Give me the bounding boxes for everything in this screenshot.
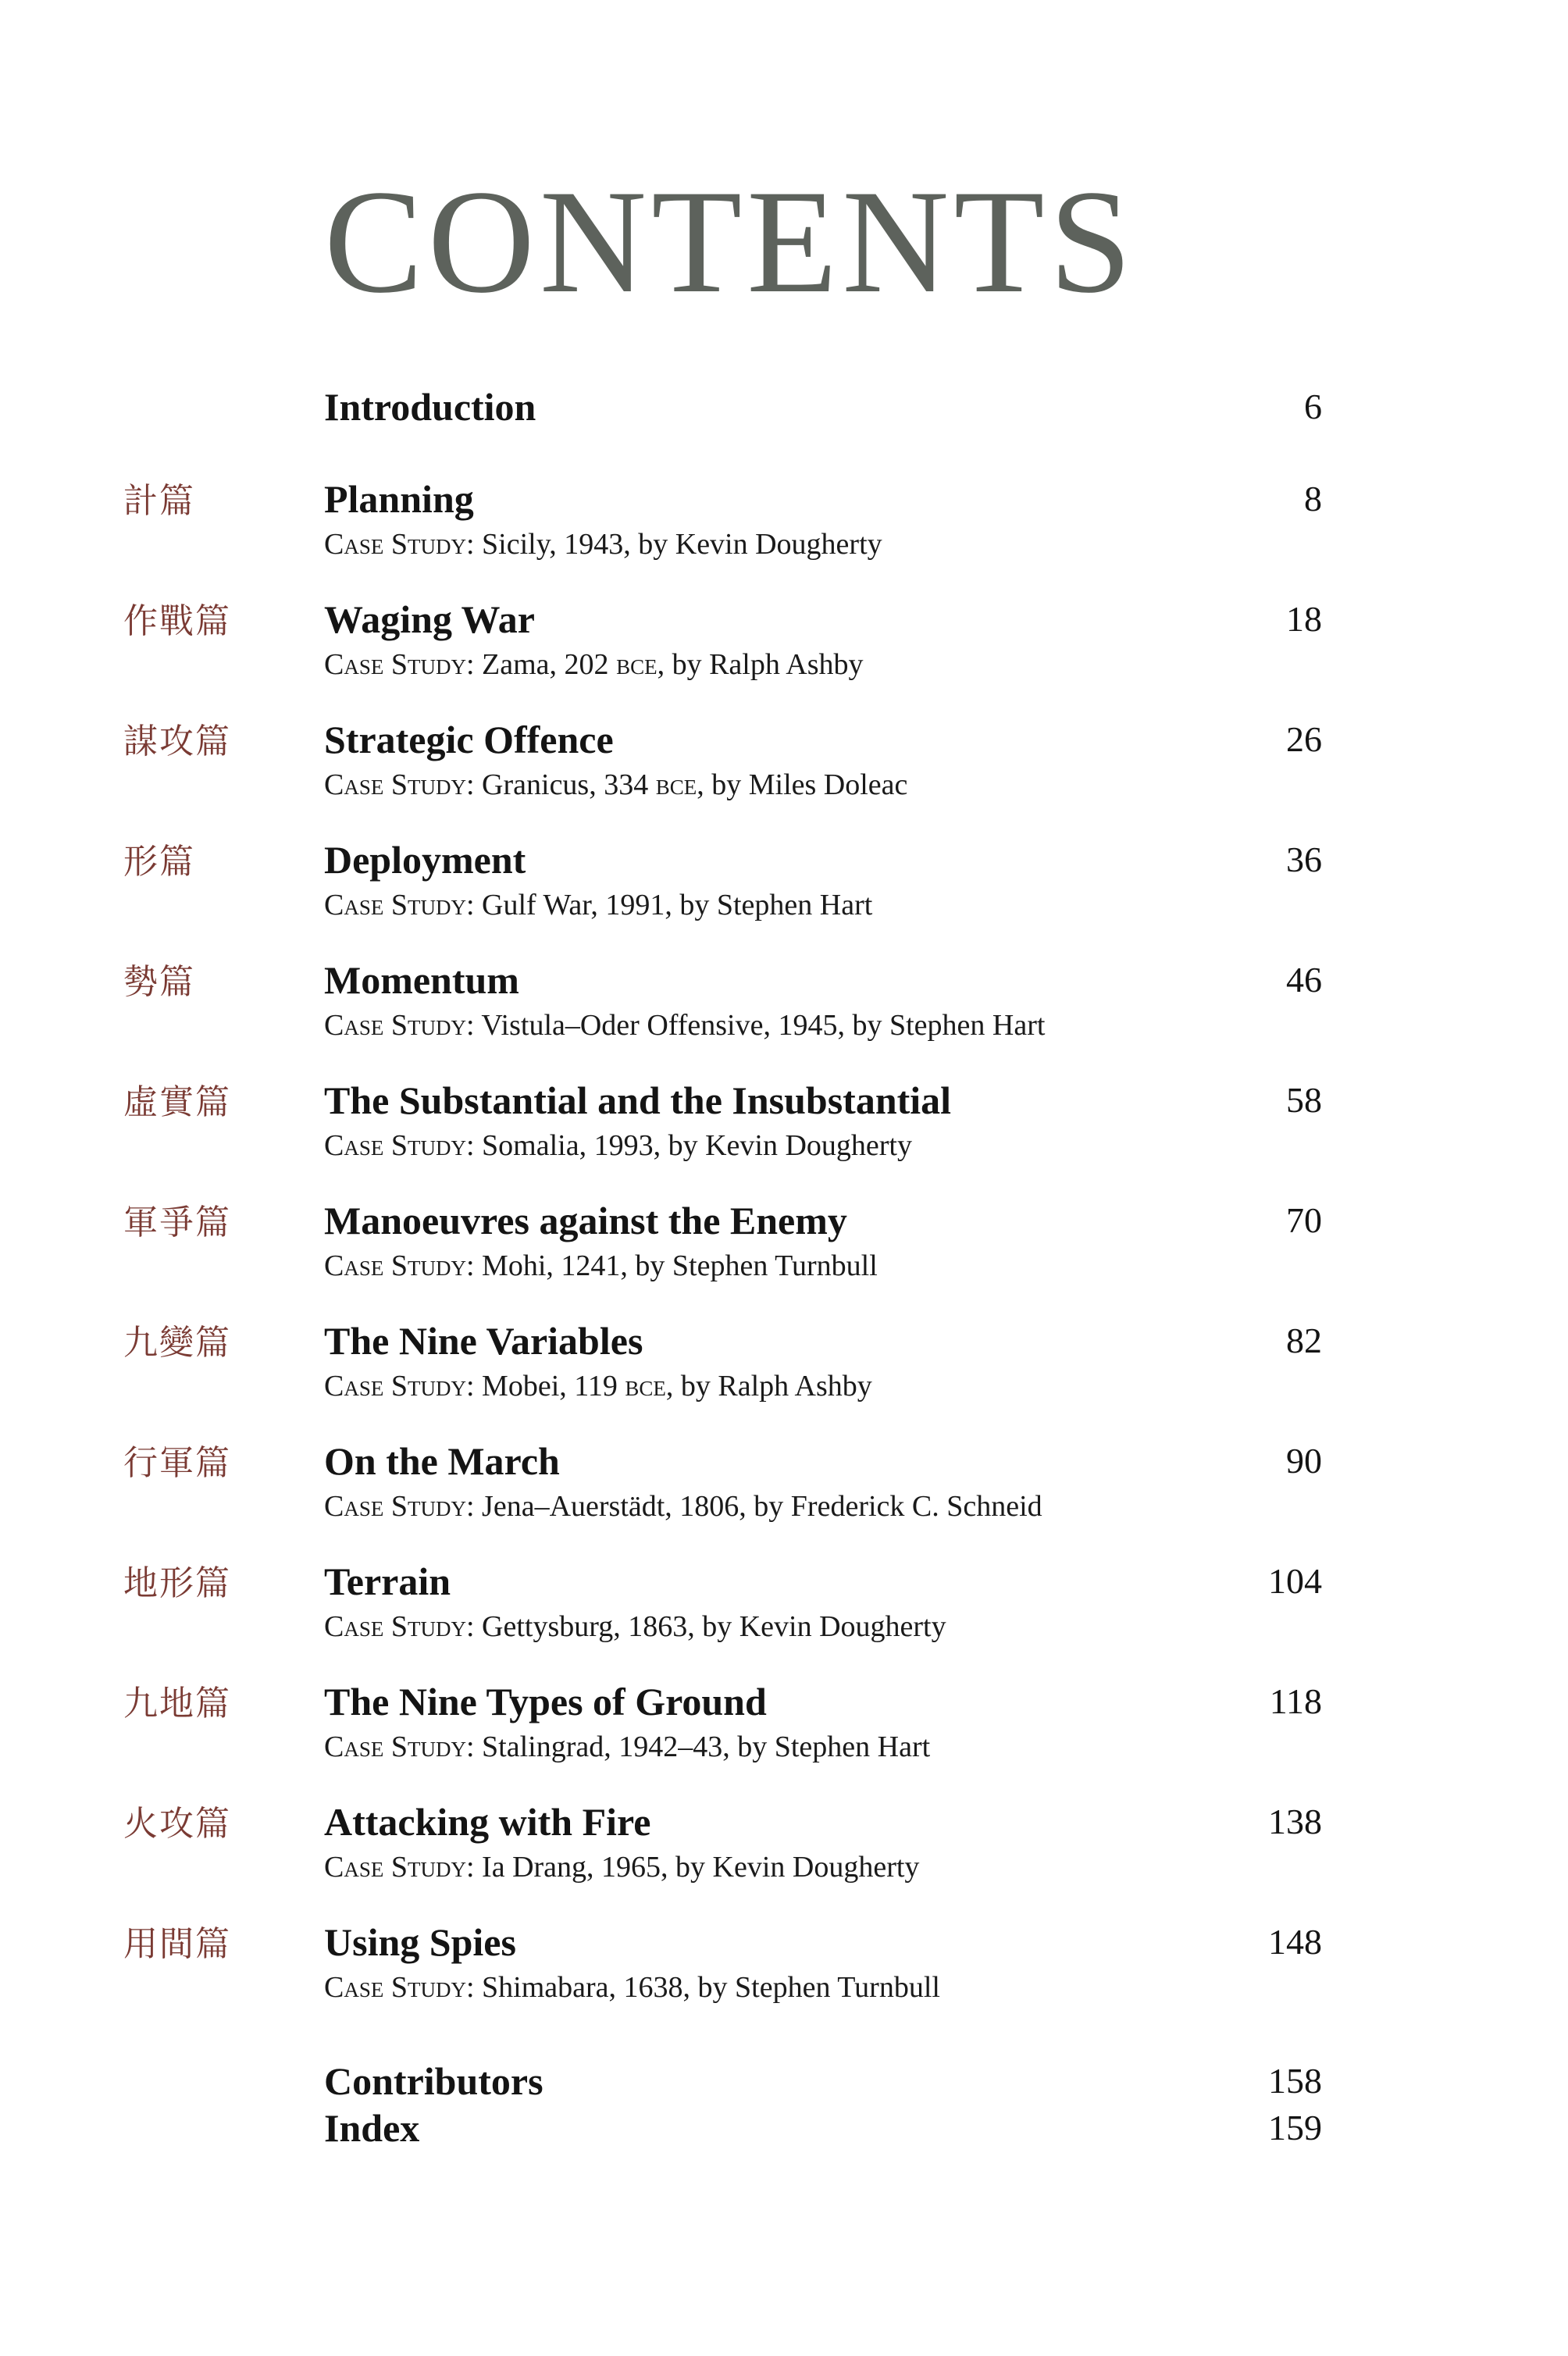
case-study-text: Shimabara, 1638, by Stephen Turnbull	[482, 1971, 940, 2004]
case-study-label: Case Study:	[324, 1851, 475, 1884]
case-study-label: Case Study:	[324, 528, 475, 561]
chapter-title: Using Spies	[324, 1920, 516, 1964]
chapter-title: Manoeuvres against the Enemy	[324, 1199, 847, 1242]
case-study-text: Gettysburg, 1863, by Kevin Dougherty	[482, 1610, 946, 1643]
case-study-label: Case Study:	[324, 1610, 475, 1643]
case-study-line	[324, 1973, 940, 2002]
chapter-title: The Substantial and the Insubstantial	[324, 1078, 952, 1122]
entry-title: Contributors	[324, 2059, 543, 2103]
chapter-page-number: 36	[1286, 839, 1322, 879]
case-study-label: Case Study:	[324, 1370, 475, 1403]
chinese-chapter-title: 虛實篇	[123, 1082, 231, 1122]
case-study-text: Sicily, 1943, by Kevin Dougherty	[482, 528, 882, 561]
case-study-line	[324, 1251, 878, 1281]
chinese-chapter-title: 計篇	[123, 481, 195, 521]
chapter-title: On the March	[324, 1439, 560, 1483]
case-study-line	[324, 770, 907, 800]
chinese-chapter-title: 軍爭篇	[123, 1203, 231, 1242]
chinese-chapter-title: 謀攻篇	[123, 722, 231, 761]
case-study-line	[324, 1612, 946, 1641]
chapter-page-number: 58	[1286, 1080, 1322, 1120]
case-study-line	[324, 1492, 1042, 1521]
era-abbreviation: bce	[616, 648, 657, 681]
chapter-title: Terrain	[324, 1559, 451, 1603]
chinese-chapter-title: 作戰篇	[123, 601, 231, 641]
era-abbreviation: bce	[655, 768, 697, 801]
chapter-title: The Nine Types of Ground	[324, 1680, 767, 1723]
chinese-chapter-title: 九地篇	[123, 1684, 231, 1723]
case-study-label: Case Study:	[324, 1730, 475, 1763]
chapter-page-number: 70	[1286, 1200, 1322, 1240]
chinese-chapter-title: 用間篇	[123, 1924, 231, 1964]
case-study-text: Mohi, 1241, by Stephen Turnbull	[482, 1249, 878, 1282]
chapter-title: Attacking with Fire	[324, 1800, 651, 1844]
case-study-label: Case Study:	[324, 768, 475, 801]
chapter-page-number: 104	[1268, 1561, 1322, 1601]
chapter-page-number: 46	[1286, 960, 1322, 1000]
chinese-chapter-title: 地形篇	[123, 1563, 231, 1603]
case-study-line	[324, 1131, 912, 1160]
chapter-page-number: 82	[1286, 1321, 1322, 1360]
chapter-page-number: 90	[1286, 1441, 1322, 1481]
case-study-line	[324, 1852, 919, 1882]
case-study-label: Case Study:	[324, 1009, 475, 1042]
chapter-page-number: 8	[1304, 479, 1322, 519]
case-study-line	[324, 890, 872, 920]
entry-page-number: 159	[1268, 2108, 1322, 2147]
case-study-text: Granicus, 334 bce, by Miles Doleac	[482, 768, 908, 801]
chapter-page-number: 18	[1286, 599, 1322, 639]
chinese-chapter-title: 形篇	[123, 842, 195, 882]
chapter-title: Planning	[324, 477, 474, 521]
chapter-page-number: 26	[1286, 719, 1322, 759]
page-title: CONTENTS	[324, 160, 1137, 324]
case-study-text: Mobei, 119 bce, by Ralph Ashby	[482, 1370, 872, 1403]
chapter-title: Momentum	[324, 958, 519, 1002]
case-study-text: Zama, 202 bce, by Ralph Ashby	[482, 648, 864, 681]
case-study-label: Case Study:	[324, 1490, 475, 1523]
case-study-line	[324, 650, 863, 679]
case-study-text: Gulf War, 1991, by Stephen Hart	[482, 889, 873, 921]
chapter-title: Waging War	[324, 597, 535, 641]
case-study-text: Jena–Auerstädt, 1806, by Frederick C. Schneid	[482, 1490, 1042, 1523]
case-study-line	[324, 1371, 872, 1401]
case-study-label: Case Study:	[324, 1249, 475, 1282]
entry-title: Introduction	[324, 385, 536, 429]
case-study-label: Case Study:	[324, 1129, 475, 1162]
case-study-text: Vistula–Oder Offensive, 1945, by Stephen Hart	[481, 1009, 1046, 1042]
case-study-line	[324, 529, 882, 559]
chapter-page-number: 148	[1268, 1922, 1322, 1962]
case-study-label: Case Study:	[324, 889, 475, 921]
entry-title: Index	[324, 2106, 420, 2150]
case-study-text: Stalingrad, 1942–43, by Stephen Hart	[482, 1730, 931, 1763]
case-study-label: Case Study:	[324, 1971, 475, 2004]
era-abbreviation: bce	[625, 1370, 666, 1403]
chapter-title: The Nine Variables	[324, 1319, 643, 1363]
chinese-chapter-title: 行軍篇	[123, 1443, 231, 1483]
case-study-label: Case Study:	[324, 648, 475, 681]
chinese-chapter-title: 九變篇	[123, 1323, 231, 1363]
chinese-chapter-title: 勢篇	[123, 962, 195, 1002]
entry-page-number: 158	[1268, 2061, 1322, 2101]
chapter-title: Strategic Offence	[324, 718, 614, 761]
case-study-line	[324, 1010, 1045, 1040]
chinese-chapter-title: 火攻篇	[123, 1804, 231, 1844]
entry-page-number: 6	[1304, 387, 1322, 426]
chapter-page-number: 138	[1268, 1802, 1322, 1841]
case-study-text: Somalia, 1993, by Kevin Dougherty	[482, 1129, 912, 1162]
case-study-line	[324, 1732, 930, 1762]
chapter-title: Deployment	[324, 838, 526, 882]
case-study-text: Ia Drang, 1965, by Kevin Dougherty	[482, 1851, 920, 1884]
chapter-page-number: 118	[1269, 1681, 1322, 1721]
